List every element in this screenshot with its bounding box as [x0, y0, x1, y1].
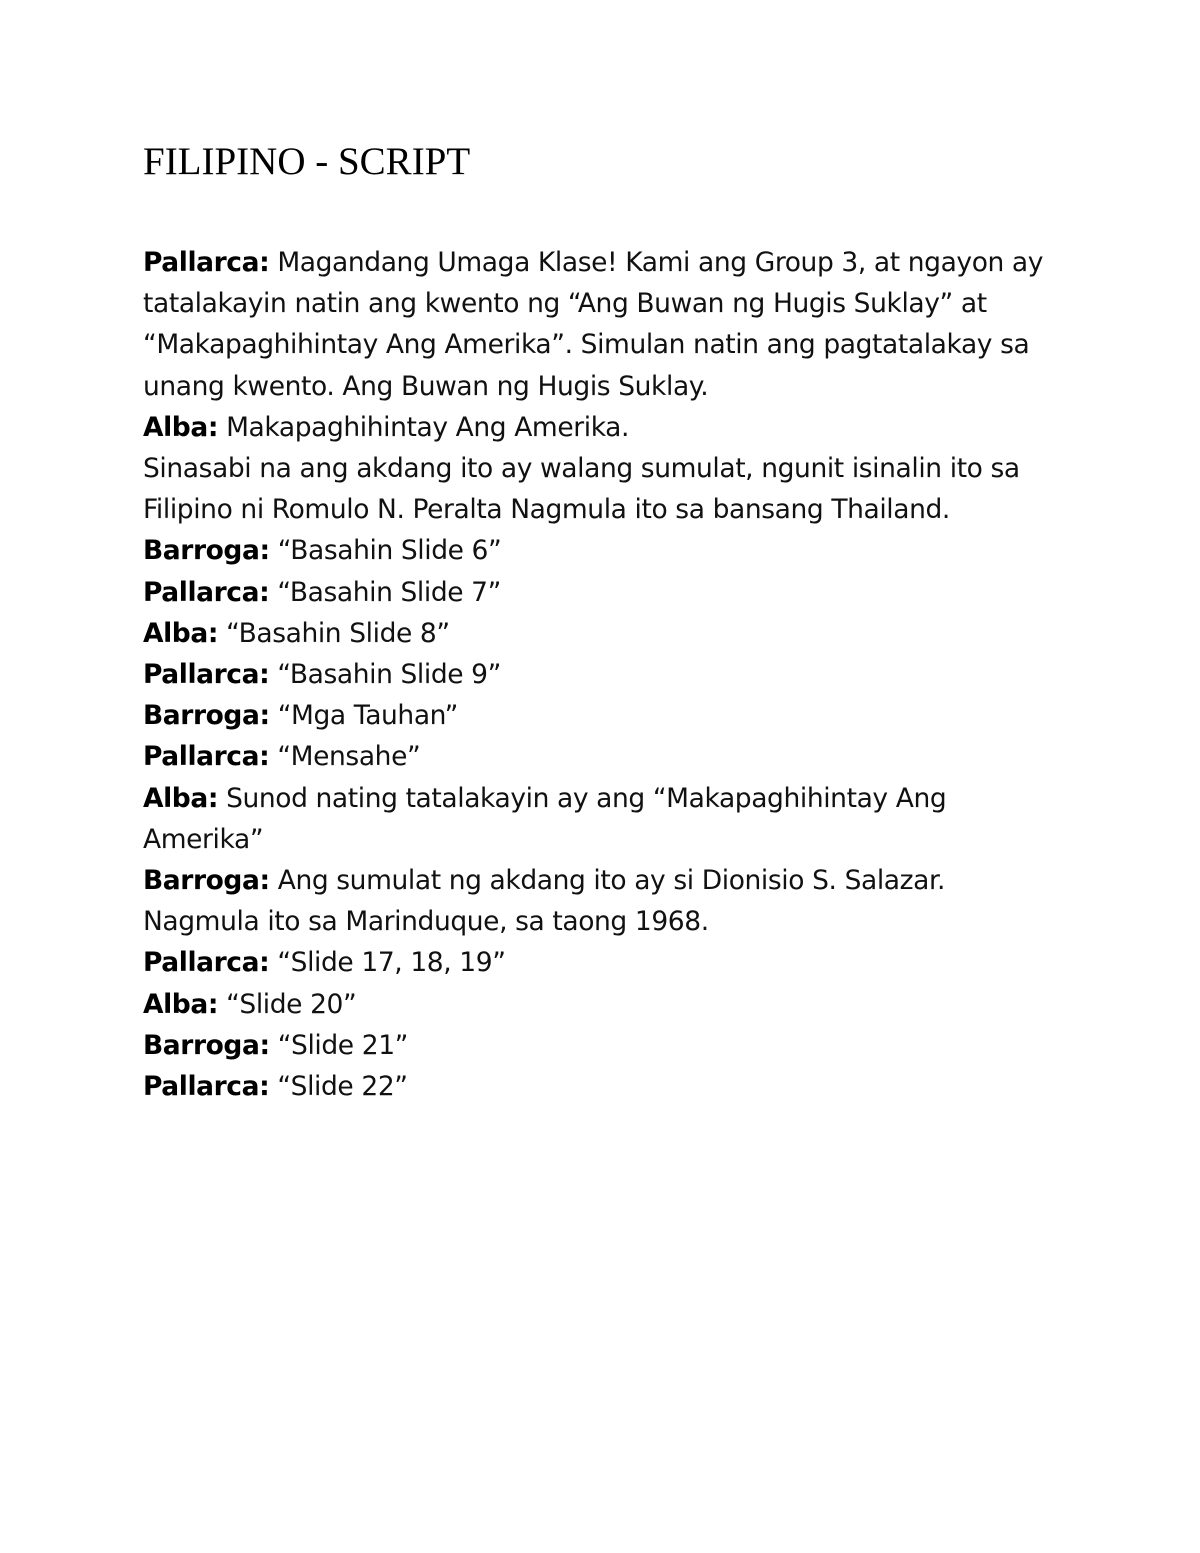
script-line	[143, 778, 1063, 860]
dialogue-text: “Slide 20”	[218, 988, 357, 1020]
speaker-name: Barroga:	[143, 535, 270, 567]
dialogue-text: “Basahin Slide 7”	[269, 576, 501, 608]
document-title: FILIPINO - SCRIPT	[143, 140, 471, 183]
dialogue-text: “Slide 22”	[269, 1071, 408, 1103]
dialogue-text: Magandang Umaga Klase! Kami ang Group 3, at ngayon ay tatalakayin natin ang kwento ng “Ang Buwan ng Hugis Suklay” at “Makapaghihintay Ang Amerika”. Simulan natin ang pagtatalakay sa unang kwento. Ang Buwan ng Hugis Suklay.	[143, 247, 1044, 402]
dialogue-text: Ang sumulat ng akdang ito ay si Dionisio S. Salazar. Nagmula ito sa Marinduque, sa taong 1968.	[143, 865, 946, 938]
script-line	[143, 942, 1063, 983]
speaker-name: Alba:	[143, 782, 219, 814]
dialogue-text: “Slide 21”	[269, 1029, 408, 1061]
dialogue-text: “Slide 17, 18, 19”	[269, 947, 506, 979]
dialogue-text: Sinasabi na ang akdang ito ay walang sumulat, ngunit isinalin ito sa Filipino ni Romulo N. Peralta Nagmula ito sa bansang Thailand.	[143, 453, 1020, 526]
script-line	[143, 448, 1063, 530]
speaker-name: Alba:	[143, 988, 219, 1020]
speaker-name: Pallarca:	[143, 247, 270, 278]
speaker-name: Barroga:	[143, 1029, 270, 1061]
dialogue-text: “Mensahe”	[269, 741, 421, 773]
speaker-name: Pallarca:	[143, 741, 270, 773]
dialogue-text: “Basahin Slide 6”	[269, 535, 502, 567]
dialogue-text: Sunod nating tatalakayin ay ang “Makapaghihintay Ang Amerika”	[143, 782, 947, 855]
speaker-name: Barroga:	[143, 700, 270, 732]
script-line	[143, 695, 1063, 736]
dialogue-text: “Basahin Slide 8”	[218, 617, 450, 649]
script-line	[143, 407, 1063, 448]
script-line	[143, 1025, 1063, 1066]
script-line	[143, 860, 1063, 942]
script-body	[143, 242, 1063, 1107]
dialogue-text: “Mga Tauhan”	[269, 700, 458, 732]
dialogue-text: “Basahin Slide 9”	[269, 659, 501, 691]
script-line	[143, 530, 1063, 571]
speaker-name: Pallarca:	[143, 1071, 270, 1103]
script-line	[143, 1066, 1063, 1107]
dialogue-text: Makapaghihintay Ang Amerika.	[218, 411, 630, 443]
speaker-name: Pallarca:	[143, 659, 270, 691]
script-line	[143, 613, 1063, 654]
speaker-name: Barroga:	[143, 865, 270, 897]
speaker-name: Pallarca:	[143, 947, 270, 979]
script-line	[143, 736, 1063, 777]
script-line	[143, 654, 1063, 695]
script-line	[143, 572, 1063, 613]
script-line	[143, 984, 1063, 1025]
script-line	[143, 242, 1063, 407]
speaker-name: Alba:	[143, 617, 219, 649]
speaker-name: Alba:	[143, 411, 219, 443]
speaker-name: Pallarca:	[143, 576, 270, 608]
